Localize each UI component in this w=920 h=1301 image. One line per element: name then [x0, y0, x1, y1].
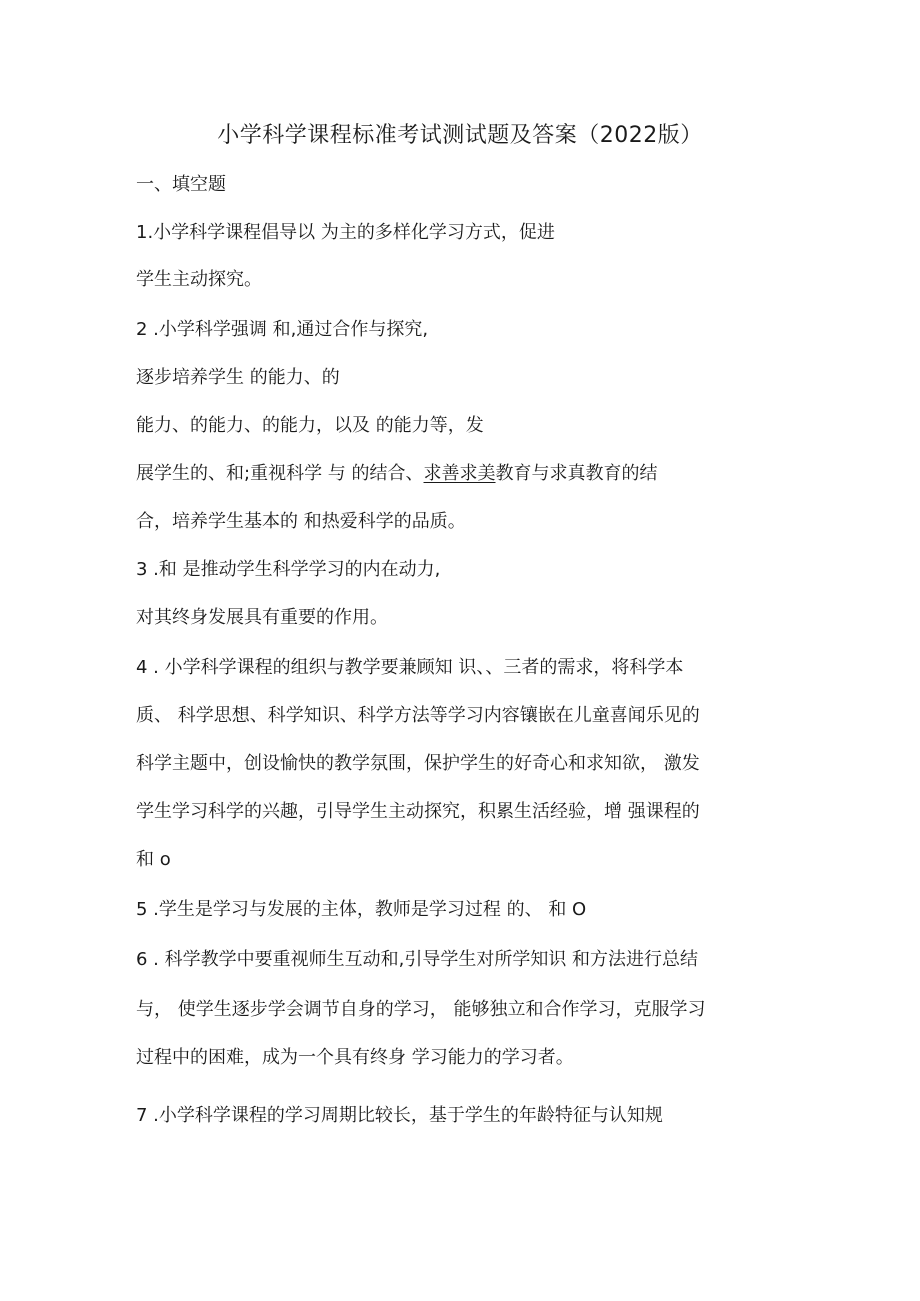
text-line: 6 . 科学教学中要重视师生互动和,引导学生对所学知识 和方法进行总结 [136, 949, 699, 970]
text-line: 对其终身发展具有重要的作用。 [136, 607, 388, 628]
text-line [136, 462, 658, 486]
text-line: 科学主题中，创设愉快的教学氛围，保护学生的好奇心和求知欲， 激发 [136, 753, 700, 774]
text-line: 3 .和 是推动学生科学学习的内在动力, [136, 559, 441, 580]
text-line: 1.小学科学课程倡导以 为主的多样化学习方式，促进 [136, 222, 555, 243]
text-line: 5 .学生是学习与发展的主体，教师是学习过程 的、 和 O [136, 899, 587, 920]
text-segment: 展学生的、和;重视科学 与 的结合、 [136, 463, 424, 484]
text-line: 过程中的困难，成为一个具有终身 学习能力的学习者。 [136, 1047, 574, 1068]
text-line: 逐步培养学生 的能力、的 [136, 367, 340, 388]
page-title: 小学科学课程标准考试测试题及答案（2022版） [217, 123, 703, 148]
text-line: 质、 科学思想、科学知识、科学方法等学习内容镶嵌在儿童喜闻乐见的 [136, 705, 700, 726]
text-line: 合，培养学生基本的 和热爱科学的品质。 [136, 511, 466, 532]
text-line: 2 .小学科学强调 和,通过合作与探究, [136, 319, 429, 340]
text-segment: 教育与求真教育的结 [495, 463, 658, 484]
underlined-phrase: 求善求美 [423, 463, 496, 484]
section-heading: 一、填空题 [136, 174, 226, 195]
text-line: 7 .小学科学课程的学习周期比较长，基于学生的年龄特征与认知规 [136, 1105, 663, 1126]
text-line: 与， 使学生逐步学会调节自身的学习， 能够独立和合作学习，克服学习 [136, 999, 706, 1020]
text-line: 学生主动探究。 [136, 269, 262, 290]
text-line: 4 . 小学科学课程的组织与教学要兼顾知 识、、三者的需求，将科学本 [136, 657, 684, 678]
text-line: 能力、的能力、的能力，以及 的能力等，发 [136, 415, 484, 436]
text-line: 和 o [136, 849, 171, 870]
text-line: 学生学习科学的兴趣，引导学生主动探究，积累生活经验，增 强课程的 [136, 801, 700, 822]
